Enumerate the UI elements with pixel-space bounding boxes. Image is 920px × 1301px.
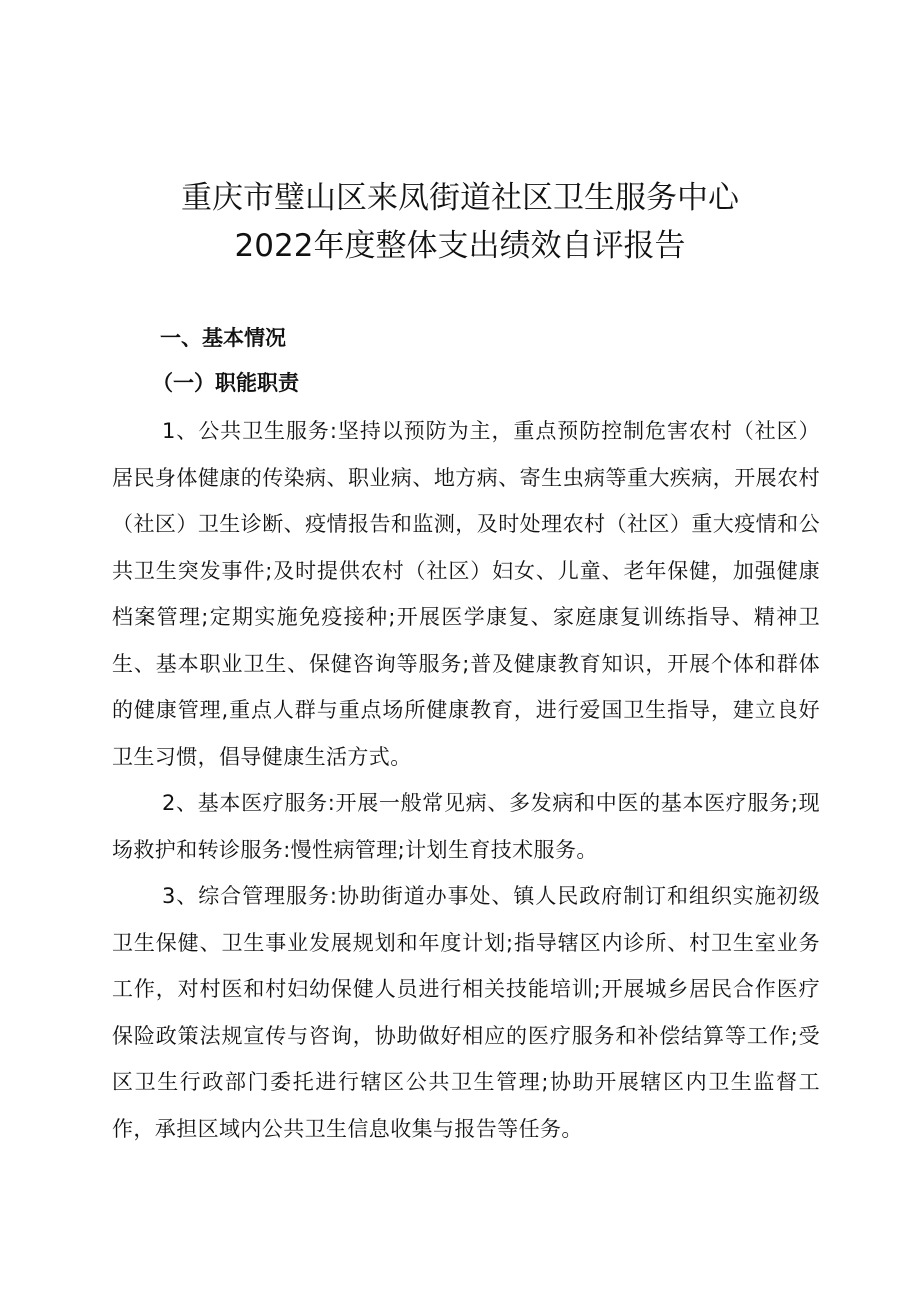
paragraph-basic-medical-service: 2、基本医疗服务:开展一般常见病、多发病和中医的基本医疗服务;现场救护和转诊服务:慢性病管理;计划生育技术服务。 bbox=[112, 791, 820, 862]
report-title-line-1: 重庆市璧山区来凤街道社区卫生服务中心 bbox=[181, 180, 739, 216]
subsection-heading-functions: （一）职能职责 bbox=[152, 371, 299, 395]
paragraph-public-health-service: 1、公共卫生服务:坚持以预防为主，重点预防控制危害农村（社区）居民身体健康的传染病、职业病、地方病、寄生虫病等重大疾病，开展农村（社区）卫生诊断、疫情报告和监测，及时处理农村（社区）重大疫情和公共卫生突发事件;及时提供农村（社区）妇女、儿童、老年保健，加强健康档案管理;定期实施免疫接种;开展医学康复、家庭康复训练指导、精神卫生、基本职业卫生、保健咨询等服务;普及健康教育知识，开展个体和群体的健康管理,重点人群与重点场所健康教育，进行爱国卫生指导，建立良好卫生习惯，倡导健康生活方式。 bbox=[112, 419, 820, 769]
section-heading-basic-info: 一、基本情况 bbox=[160, 326, 286, 350]
paragraph-comprehensive-management-service: 3、综合管理服务:协助街道办事处、镇人民政府制订和组织实施初级卫生保健、卫生事业发展规划和年度计划;指导辖区内诊所、村卫生室业务工作，对村医和村妇幼保健人员进行相关技能培训;开展城乡居民合作医疗保险政策法规宣传与咨询，协助做好相应的医疗服务和补偿结算等工作;受区卫生行政部门委托进行辖区公共卫生管理;协助开展辖区内卫生监督工作，承担区域内公共卫生信息收集与报告等任务。 bbox=[112, 884, 820, 1141]
report-title-line-2: 2022年度整体支出绩效自评报告 bbox=[234, 228, 686, 264]
